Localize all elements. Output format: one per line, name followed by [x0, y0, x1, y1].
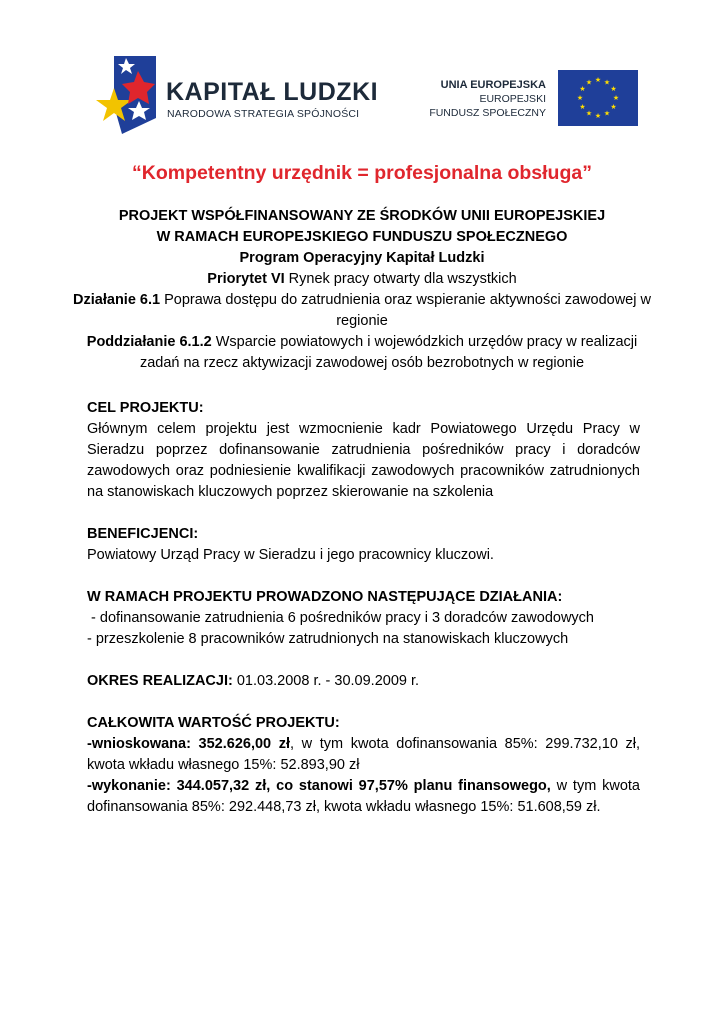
kapital-ludzki-subtitle: NARODOWA STRATEGIA SPÓJNOŚCI	[167, 108, 360, 120]
eu-line-3: FUNDUSZ SPOŁECZNY	[429, 107, 546, 119]
priority-label: Priorytet VI	[207, 271, 285, 287]
value-requested-text: , w tym kwota dofinansowania 85%: 299.732,10 zł, kwota wkładu własnego 15%: 52.893,90 zł	[87, 736, 641, 773]
kapital-ludzki-logo	[92, 56, 379, 136]
priority-line	[70, 269, 654, 290]
actions-item-2: - przeszkolenie 8 pracowników zatrudnionych na stanowiskach kluczowych	[87, 631, 569, 647]
svg-text:★: ★	[610, 103, 617, 111]
value-requested-label: -wnioskowana: 352.626,00 zł	[87, 736, 291, 752]
svg-text:★: ★	[612, 94, 620, 102]
period-value: 01.03.2008 r. - 30.09.2009 r.	[232, 673, 420, 689]
svg-text:★: ★	[579, 85, 586, 93]
program-block	[70, 206, 654, 374]
value-executed-label: -wykonanie: 344.057,32 zł, co stanowi 97,57% planu finansowego,	[87, 778, 551, 794]
priority-text: Rynek pracy otwarty dla wszystkich	[284, 271, 517, 287]
action-label: Działanie 6.1	[73, 292, 161, 308]
eu-line-2: EUROPEJSKI	[479, 93, 546, 105]
subaction-label: Poddziałanie 6.1.2	[86, 334, 212, 350]
value-requested	[87, 734, 640, 776]
value-heading: CAŁKOWITA WARTOŚĆ PROJEKTU:	[87, 715, 340, 731]
svg-text:★: ★	[576, 94, 584, 102]
program-line-3: Program Operacyjny Kapitał Ludzki	[239, 250, 485, 266]
svg-text:★: ★	[594, 112, 602, 120]
kapital-ludzki-title: KAPITAŁ LUDZKI	[166, 78, 379, 106]
svg-text:★: ★	[579, 103, 586, 111]
body-block	[87, 398, 640, 818]
svg-text:★: ★	[585, 78, 593, 87]
period-label: OKRES REALIZACJI:	[87, 673, 233, 689]
actions-heading: W RAMACH PROJEKTU PROWADZONO NASTĘPUJĄCE DZIAŁANIA:	[87, 589, 563, 605]
action-text: Poprawa dostępu do zatrudnienia oraz wspieranie aktywności zawodowej w regionie	[160, 292, 651, 329]
slogan: “Kompetentny urzędnik = profesjonalna obsługa”	[132, 162, 592, 184]
kapital-ludzki-star-icon	[92, 56, 156, 136]
value-executed-text: w tym kwota dofinansowania 85%: 292.448,73 zł, kwota wkładu własnego 15%: 51.608,59 zł.	[87, 778, 640, 815]
svg-text:★: ★	[585, 109, 593, 118]
svg-text:★: ★	[594, 76, 602, 84]
program-line-1: PROJEKT WSPÓŁFINANSOWANY ZE ŚRODKÓW UNII EUROPEJSKIEJ	[118, 208, 606, 224]
actions-item-1: - dofinansowanie zatrudnienia 6 pośredników pracy i 3 doradców zawodowych	[87, 610, 594, 626]
value-executed	[87, 776, 640, 818]
action-line	[70, 290, 654, 332]
eu-logo	[429, 70, 638, 126]
svg-text:★: ★	[610, 85, 617, 93]
svg-text:★: ★	[603, 109, 611, 118]
eu-flag-icon	[558, 70, 638, 126]
goal-heading: CEL PROJEKTU:	[87, 400, 204, 416]
beneficiaries-text: Powiatowy Urząd Pracy w Sieradzu i jego pracownicy kluczowi.	[87, 547, 494, 563]
subaction-text: Wsparcie powiatowych i wojewódzkich urzędów pracy w realizacji zadań na rzecz aktywizacji zawodowej osób bezrobotnych w regionie	[139, 334, 638, 371]
program-line-2: W RAMACH EUROPEJSKIEGO FUNDUSZU SPOŁECZNEGO	[156, 229, 568, 245]
subaction-line	[70, 332, 654, 374]
svg-text:★: ★	[603, 78, 611, 87]
eu-text	[429, 78, 546, 120]
eu-line-1: UNIA EUROPEJSKA	[440, 79, 546, 91]
beneficiaries-heading: BENEFICJENCI:	[87, 526, 199, 542]
period-line	[87, 671, 640, 692]
goal-text: Głównym celem projektu jest wzmocnienie kadr Powiatowego Urzędu Pracy w Sieradzu poprzez dofinansowanie zatrudnienia pośredników pracy i doradców zawodowych oraz podniesienie kwalifikacji zawodowych pracowników zatrudnionych na stanowiskach kluczowych poprzez skierowanie na szkolenia	[87, 421, 640, 500]
